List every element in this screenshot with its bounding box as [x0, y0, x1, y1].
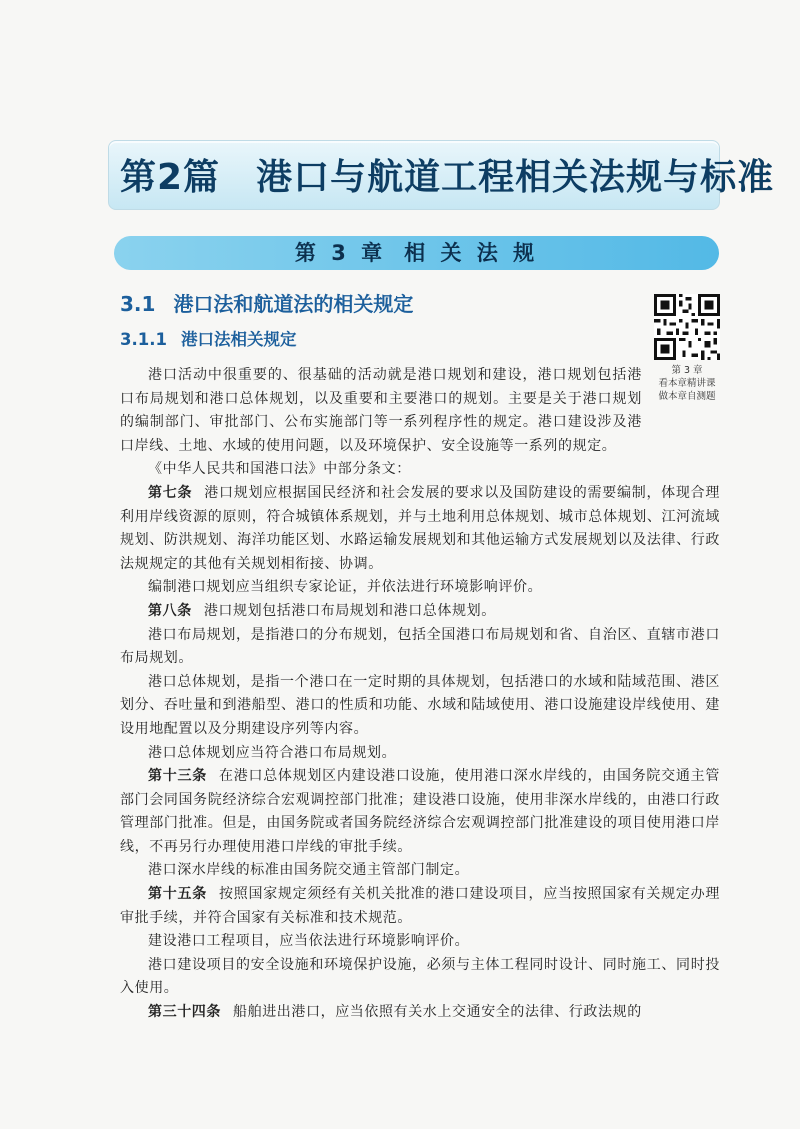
qr-caption-lesson: 看本章精讲课	[658, 378, 716, 389]
part-number: 第2篇	[120, 157, 221, 198]
paragraph	[120, 859, 720, 883]
paragraph-text: 按照国家规定须经有关机关批准的港口建设项目，应当按照国家有关规定办理审批手续，并符合国家有关标准和技术规范。	[120, 886, 720, 926]
body-text	[120, 364, 720, 1025]
section-heading	[120, 288, 413, 317]
paragraph-text: 编制港口规划应当组织专家论证，并依法进行环境影响评价。	[148, 579, 543, 596]
paragraph	[120, 458, 720, 482]
qr-code-icon[interactable]	[654, 294, 720, 360]
article-number: 第十五条	[148, 886, 207, 903]
subsection-number: 3.1.1	[120, 330, 167, 349]
paragraph	[120, 930, 720, 954]
article-paragraph	[120, 600, 720, 624]
chapter-number: 第 3 章	[294, 241, 387, 265]
paragraph	[120, 364, 642, 458]
paragraph-text: 港口规划应根据国民经济和社会发展的要求以及国防建设的需要编制，体现合理利用岸线资源的原则，符合城镇体系规划，并与土地利用总体规划、城市总体规划、江河流域规划、防洪规划、海洋功能区划、水路运输发展规划和其他运输方式发展规划以及法律、行政法规规定的其他有关规划相衔接、协调。	[120, 484, 720, 572]
article-paragraph	[120, 1001, 720, 1025]
paragraph-text: 《中华人民共和国港口法》中部分条文：	[148, 461, 411, 478]
paragraph	[120, 576, 720, 600]
article-number: 第七条	[148, 484, 193, 501]
chapter-title-text: 相 关 法 规	[404, 241, 539, 265]
paragraph-text: 在港口总体规划区内建设港口设施，使用港口深水岸线的，由国务院交通主管部门会同国务院经济综合宏观调控部门批准；建设港口设施，使用非深水岸线的，由港口行政管理部门批准。但是，由国务院或者国务院经济综合宏观调控部门批准建设的项目使用港口岸线，不再另行办理使用港口岸线的审批手续。	[120, 768, 720, 855]
article-paragraph	[120, 883, 720, 930]
qr-caption-chapter: 第 3 章	[671, 365, 703, 376]
part-title	[120, 150, 775, 206]
paragraph-text: 港口建设项目的安全设施和环境保护设施，必须与主体工程同时设计、同时施工、同时投入使用。	[120, 956, 720, 997]
paragraph	[120, 671, 720, 742]
article-paragraph	[120, 765, 720, 859]
paragraph	[120, 742, 720, 766]
paragraph-text: 建设港口工程项目，应当依法进行环境影响评价。	[148, 933, 470, 950]
paragraph	[120, 624, 720, 671]
qr-caption-quiz: 做本章自测题	[658, 391, 716, 402]
subsection-heading	[120, 326, 296, 350]
paragraph-text: 港口规划包括港口布局规划和港口总体规划。	[203, 602, 496, 619]
subsection-title: 港口法相关规定	[180, 330, 297, 349]
paragraph-text: 船舶进出港口，应当依照有关水上交通安全的法律、行政法规的	[233, 1004, 642, 1021]
section-title: 港口法和航道法的相关规定	[173, 292, 414, 316]
article-number: 第三十四条	[148, 1004, 221, 1021]
paragraph-text: 港口总体规划应当符合港口布局规划。	[148, 744, 397, 761]
article-number: 第十三条	[148, 768, 207, 785]
section-number: 3.1	[120, 292, 156, 316]
chapter-title	[114, 236, 719, 270]
article-paragraph	[120, 482, 720, 576]
part-title-text: 港口与航道工程相关法规与标准	[256, 157, 775, 198]
paragraph-text: 港口深水岸线的标准由国务院交通主管部门制定。	[148, 862, 470, 879]
paragraph-text: 港口布局规划，是指港口的分布规划，包括全国港口布局规划和省、自治区、直辖市港口布局规划。	[120, 626, 720, 667]
paragraph	[120, 954, 720, 1001]
paragraph-text: 港口活动中很重要的、很基础的活动就是港口规划和建设，港口规划包括港口布局规划和港口总体规划，以及重要和主要港口的规划。主要是关于港口规划的编制部门、审批部门、公布实施部门等一系列程序性的规定。港口建设涉及港口岸线、土地、水域的使用问题，以及环境保护、安全设施等一系列的规定。	[120, 367, 642, 454]
article-number: 第八条	[148, 602, 192, 619]
paragraph-text: 港口总体规划，是指一个港口在一定时期的具体规划，包括港口的水域和陆域范围、港区划分、吞吐量和到港船型、港口的性质和功能、水域和陆域使用、港口设施建设岸线使用、建设用地配置以及分期建设序列等内容。	[120, 673, 720, 737]
